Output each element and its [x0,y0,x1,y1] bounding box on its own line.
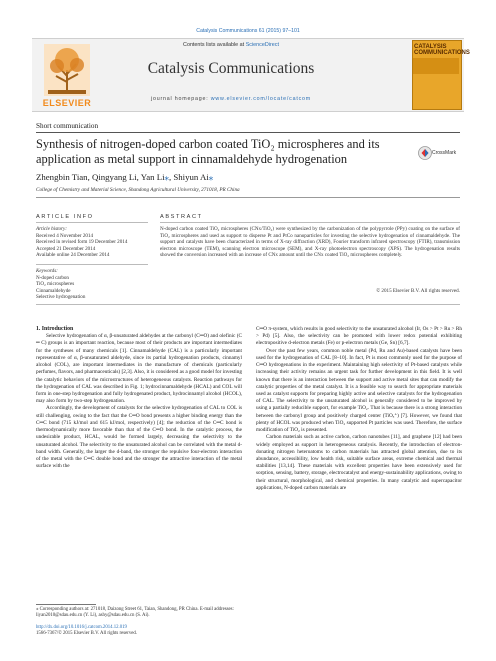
authors-last: , Shiyun Ai [168,172,209,182]
corresponding-marker[interactable]: ⁎ [164,172,169,182]
history-accepted: Accepted 21 December 2014 [36,245,96,252]
homepage-prefix: journal homepage: [151,96,211,102]
author-list [36,172,213,183]
contents-prefix: Contents lists available at [183,42,245,48]
body-left-column [36,326,242,470]
sciencedirect-link[interactable]: ScienceDirect [245,42,279,48]
homepage-link[interactable]: www.elsevier.com/locate/catcom [210,96,311,102]
issn-line: 1566-7367/© 2015 Elsevier B.V. All rights reserved. [36,631,137,636]
elsevier-wordmark: ELSEVIER [42,98,92,108]
section-heading-introduction: 1. Introduction [36,326,74,332]
doi-block [36,625,246,637]
journal-citation: Catalysis Communications 61 (2015) 97–101 [196,28,300,34]
keywords-label: Keywords: [36,268,58,274]
paragraph: Carbon materials such as active carbon, carbon nanotubes [11], and graphene [12] had been widely employed as support in heterogeneous catalysis. Recently, the introduction of electron-donating nitrogen heteroatoms to carbon materials has attracted global attention, due to its abundance, accessibility, low health risk, suitable surface areas, extreme chemical and thermal stabilities [13,14]. These materials with excellent properties have been extensively used for sorption, sensing, battery, storage, electrocatalyst and energy-sustainability applications, owing to their structural, morphological, and chemical properties. In many catalytic and supercapacitor applications, N-doped carbon materials are [256,434,462,491]
keyword: Cinnamaldehyde [36,287,71,294]
journal-homepage [100,96,362,102]
article-type: Short communication [36,122,99,130]
doi-link[interactable]: http://dx.doi.org/10.1016/j.catcom.2014.12.019 [36,625,127,630]
history-label: Article history: [36,226,67,232]
divider [36,222,148,223]
authors-text: Zhengbin Tian, Qingyang Li, Yan Li [36,172,165,182]
paragraph: C═O π-system, which results in good selectivity to the unsaturated alcohol (Ir, Os > Pt > Ru > Rh > Pd) [5]. Also, the selectivity can be promoted with lower redox potential exhibiting electropositive d-electron metals (Fe) or p-electron metals (Ge, Sn) [6,7]. [256,326,462,347]
corresponding-marker-2[interactable]: ⁎ [208,172,214,182]
paragraph: Over the past few years, common noble metal (Pd, Ru and Au)-based catalysts have been used for the hydrogenation of CAL [8–10]. In fact, Pt is most commonly used for the purpose of C═O hydrogenations in the experiment. Maintaining high selectivity of Pt-based catalysts while increasing their activity remains an urgent task for further development in this field. It is well known that there is an interaction between the support and active metal sites that can modify the catalytic properties of the metal catalyst. It is a feasible way to search for appropriate materials used as catalyst supports for preparing highly active and selective catalysts for the hydrogenation of CAL. The selectivity to the unsaturated alcohol is generally considered to be improved by using a partially reducible support, for example TiO₂. That is because there is a strong interaction between the carbonyl group and positively charged center (TiOₓ⁺) [7]. However, we found that plenty of HCOL was produced when TiO₂ supported Pt particles was used. Therefore, the surface modification of TiO₂ is presented. [256,347,462,434]
copyright: © 2015 Elsevier B.V. All rights reserved. [376,288,460,294]
body-right-column [256,326,462,492]
journal-cover-band [413,58,459,74]
article-history [36,226,151,259]
article-info-heading: ARTICLE INFO [36,214,94,220]
paragraph: Selective hydrogenation of α, β-unsaturated aldehydes at the carbonyl (C═O) and olefinic (C ═ C) groups is an important reaction, because most of their products are important intermediates for the syntheses of many chemicals [1]. Cinnamaldehyde (CAL) is a particularly important representative of α, β-unsaturated aldehyde, since its partial hydrogenation products, cinnamyl alcohol (COL), are important intermediates in the manufacture of chemicals (particularly perfumes, flavors, and pharmaceuticals) [2,3]. Also, it is considered as a good model for investing the catalytic behaviors of the microstructures of heterogeneous catalysts. Reaction pathways for the hydrogenation of CAL was described in Fig. 1; hydrocinnamaldehyde (HCAL) and COL will form in one-step hydrogenation and fully hydrogenated product, hydrocinnamyl alcohol (HCOL), may also form by two-step hydrogenation. [36,333,242,405]
history-received: Received 4 November 2014 [36,232,94,239]
journal-cover-title: CATALYSIS COMMUNICATIONS [414,44,470,56]
divider [36,132,460,133]
keywords [36,268,151,301]
abstract-text: N-doped carbon coated TiO₂ microspheres (CNx/TiO₂) were synthesized by the carbonization of the polypyrrole (PPy) coating on the surface of TiO₂ microspheres and used as support to disperse Pt and PtCo nanoparticles for investing the selective hydrogenation of cinnamaldehyde. The support and catalysts have been characterized in terms of X-ray diffraction (XRD), Fourier transform infrared spectroscopy (FTIR), transmission electron microscope (TEM), scanning electron microscope (SEM), and X-ray photoelectron spectroscopy (XPS). The hydrogenation results showed the conversion increased with an increase of CNx amount until the CNx coated TiO₂ microspheres completely. [160,226,460,258]
divider [36,304,460,305]
history-revised: Received in revised form 19 December 2014 [36,239,128,245]
journal-name: Catalysis Communications [147,60,315,77]
keyword: Selective hydrogenation [36,294,86,300]
article-title: Synthesis of nitrogen-doped carbon coated TiO₂ microspheres and its application as metal support in cinnamaldehyde hydrogenation [36,137,380,166]
corresponding-author-footnote: ⁎ Corresponding authors at: 271018, Daizong Street 61, Taian, Shandong, PR China. E-mail addresses: liyan2010@sdau.edu.cn (Y. Li), ashy@sdau.edu.cn (S. Ai). [36,607,234,618]
divider [160,222,460,223]
keyword: TiO₂ microspheres [36,281,75,287]
affiliation: College of Chemistry and Material Science, Shandong Agricultural University, 271018, PR China [36,187,240,193]
paragraph: Accordingly, the development of catalysts for the selective hydrogenation of CAL to COL is still challenging, owing to the fact that the C═O bond presents a higher binding energy than the C═C bond (715 kJ/mol and 615 kJ/mol, respectively) [4]; the reduction of the C═C bond is thermodynamically more favorable than that of the C═O bond. In the catalytic process, the undesirable product, HCAL, would be formed largely, decreasing the selectivity to the unsaturated alcohol. The selectivity to the unsaturated alcohol can be correlated with the metal d-band width. Generally, the larger the d-band, the stronger the repulsive four-electron interaction of the metal with the C═C double bond and the stronger the attractive interaction of the metal surface with the [36,405,242,470]
divider [36,264,148,265]
keyword: N-doped carbon [36,274,69,281]
divider [36,197,460,198]
footnote-divider [36,604,96,605]
contents-available-line [100,42,362,48]
abstract-heading: ABSTRACT [160,214,203,220]
history-online: Available online 24 December 2014 [36,252,110,258]
crossmark-label: CrossMark [432,150,457,156]
